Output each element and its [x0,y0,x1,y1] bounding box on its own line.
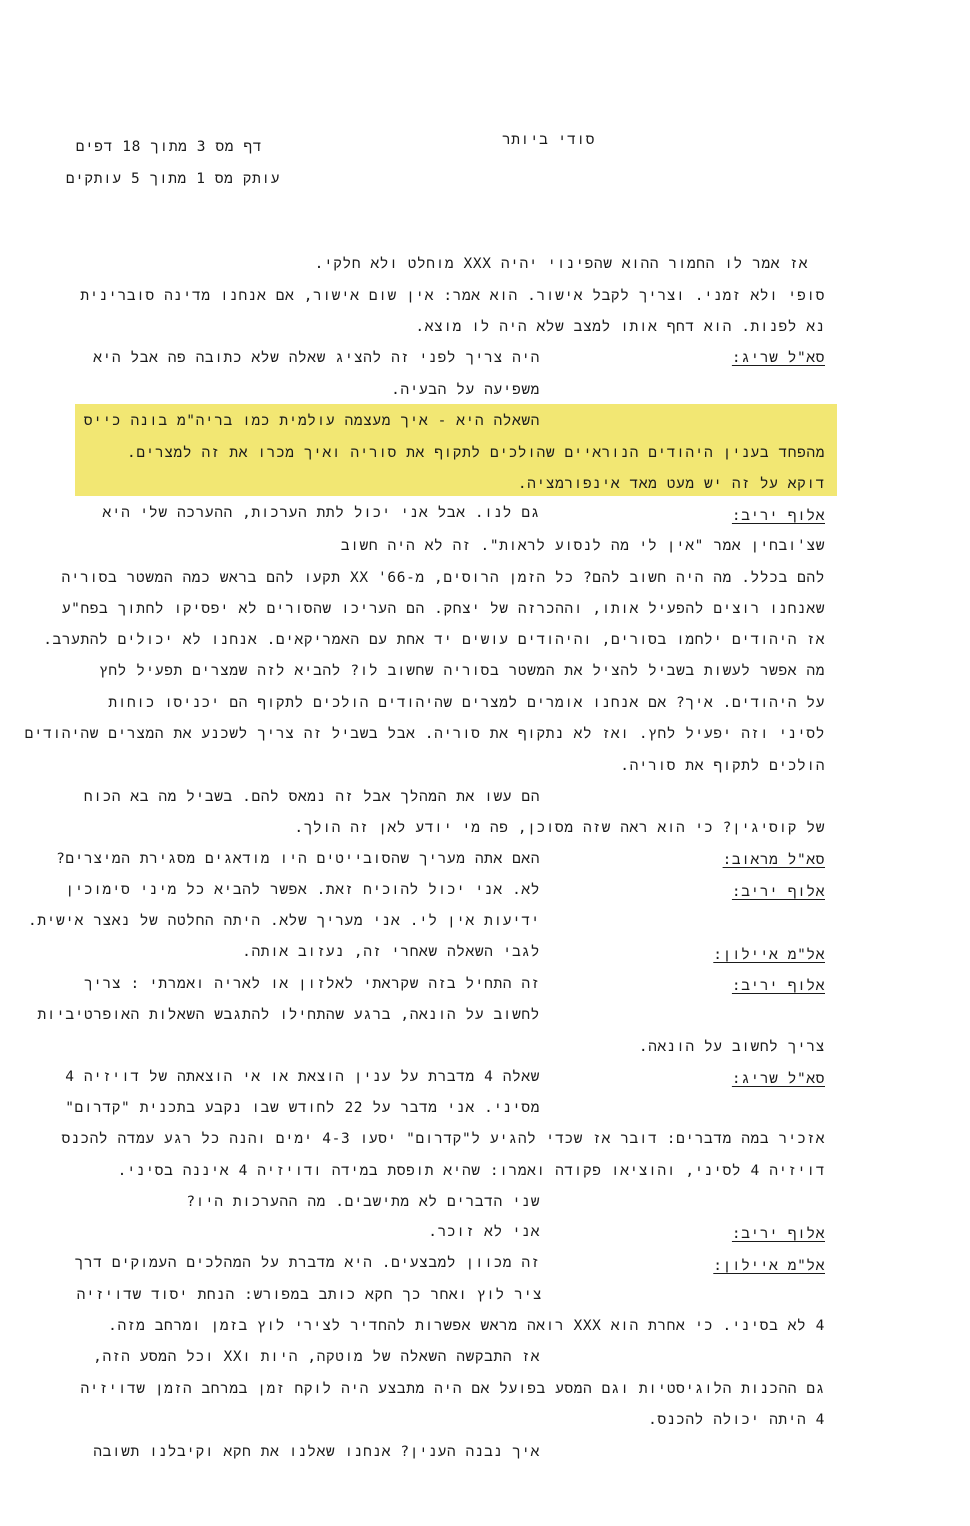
body-line: זה מכוון למבצעים. היא מדברת על המהלכים העמוקים דרך [74,1255,540,1271]
speaker-label-raviv: סא"ל מראוב: [722,852,825,868]
body-line: שאנחנו רוצים להפעיל אותו, וההכרזה של יצחק. הם העריכו שהסורים לא יפסיקו לחתוך בפח"ע [61,601,825,617]
body-line: 4 היתה יכולה להכנס. [648,1412,825,1428]
body-line: להם בכלל. מה היה חשוב להם? כל הזמן הרוסים, מ-66' XX תקעו להם בראש כמה המשטר בסוריה [61,570,825,586]
body-line: סופי ולא זמני. וצריך לקבל אישור. הוא אמר: אין שום אישור, אם אנחנו מדינה סוברינית [80,288,825,304]
body-line: מה אפשר לעשות בשביל להציל את המשטר בסוריה שחשוב לו? להביא לזה שמצרים תפעיל לחץ [99,663,825,679]
speaker-label-sarig: סא"ל שריג: [731,1071,825,1087]
body-line: איך נבנה הענין? אנחנו שאלנו את חקא וקיבלנו תשובה [93,1444,540,1460]
body-line: ידיעות אין לי. אני מעריך שלא. היתה החלטה של נאצר אישית. [28,913,540,929]
copy-count-line: עותק מס 1 מתוך 5 עותקים [65,171,280,187]
body-line: דוקא על זה יש מעט מאד אינפורמציה. [517,476,825,492]
body-line: לגבי השאלה שאחרי זה, נעזוב אותה. [242,944,540,960]
speaker-label-yariv: אלוף יריב: [731,978,825,994]
body-line: 4 לא בסיני. כי אחרת הוא XXX רואה מראש אפשרות להחדיר לצירי לוץ בזמן ומרחב מזה. [108,1318,825,1334]
body-line: לחשוב על הונאה, ברגע שהתחילו להתגבש השאלות האופרטיביות [37,1007,540,1023]
body-line: אני לא זוכר. [428,1224,540,1240]
speaker-label-yariv: אלוף יריב: [731,508,825,524]
body-line: גם לנו. אבל אני יכול לתת הערכות, ההערכה שלי היא [102,505,540,521]
body-line: מסיני. אני מדבר על 22 לחודש שבו נקבע בתכנית "קדרום" [65,1100,540,1116]
body-line: נא לפנות. הוא דחף אותו למצב שלא היה לו מוצא. [415,319,825,335]
body-line: גם ההכנות הלוגיסטיות וגם המסע בפועל אם היה מתבצע היה לוקח זמן במרחב הזמן שדויזיה [80,1381,825,1397]
speaker-label-yariv: אלוף יריב: [731,1226,825,1242]
speaker-label-yariv: אלוף יריב: [731,884,825,900]
body-line: אז התבקשה השאלה של מוטקה, היות וXX וכל המסע הזה, [93,1349,540,1365]
speaker-label-sarig: סא"ל שריג: [731,350,825,366]
body-line: האם אתה מעריך שהסובייטים היו מודאגים מסגירת המיצרים? [56,851,540,867]
body-line: על היהודים. איך? אם אנחנו אומרים למצרים שהיהודים הולכים לתקוף הם יכניסו כוחות [108,695,825,711]
speaker-label-ayalon: אל"מ איילון: [713,947,825,963]
body-line: לסיני וזה יפעיל לחץ. ואז לא נתקוף את סוריה. אבל בשביל זה צריך לשכנע את המצרים שהיהודים [24,726,825,742]
body-line: אז אמר לו החמור ההוא שהפינוי יהיה XXX מוחלט ולא חלקי. [314,256,808,272]
body-line: היה צריך לפני זה להציג שאלה שלא כתובה פה אבל היא [93,350,540,366]
body-line: הם עשו את המהלך אבל זה נמאס להם. בשביל מה בא הכוח [83,789,540,805]
body-line: לא. אני יכול להוכיח זאת. אפשר להביא כל מיני סימוכין [65,882,540,898]
body-line: צריך לחשוב על הונאה. [638,1039,825,1055]
body-line: שצ'ובחין אמר "אין לי מה לנסוע לראות". זה לא היה חשוב [340,538,825,554]
body-line: דויזיה 4 לסיני, והוציאו פקודה ואמרו: שהיא תופסת במידה ודויזיה 4 איננה בסיני. [117,1163,825,1179]
classification-label: סודי ביותר [501,132,595,148]
body-line: משפיעה על הבעיה. [391,382,540,398]
body-line: של קוסיגין? כי הוא ראה שזה מסוכן, פה מי יודע לאן זה הולך. [294,820,825,836]
speaker-label-ayalon: אל"מ איילון: [713,1258,825,1274]
body-line: מהפחד בענין היהודים הנוראיים שהולכים לתקוף את סוריה ואיך מכרו את זה למצרים. [127,445,825,461]
body-line: השאלה היא - איך מעצמה עולמית כמו בריה"מ בונה כייס [83,413,540,429]
page-count-line: דף מס 3 מתוך 18 דפים [75,139,262,155]
body-line: הולכים לתקוף את סוריה. [620,758,825,774]
body-line: אזכיר במה מדברים: דובר אז שכדי להגיע ל"קדרום" יסעו 4-3 ימים והנה כל רגע עמדה להכנס [61,1131,825,1147]
body-line: שאלה 4 מדברת על ענין הוצאת או אי הוצאתה של דויזיה 4 [65,1069,540,1085]
body-line: אז היהודים ילחמו בסורים, והיהודים עושים יד אחת עם האמריקאים. אנחנו לא יכולים להתערב. [43,632,825,648]
body-line: שני הדברים לא מתישבים. מה ההערכות היו? [186,1194,540,1210]
body-line: ציר לוץ ואחר כך חקא כותב במפורש: הנחת יסוד שדויזיה [76,1287,542,1303]
body-line: זה התחיל בזה שקראתי לאלזון או לאריה ואמרתי : צריך [83,976,540,992]
